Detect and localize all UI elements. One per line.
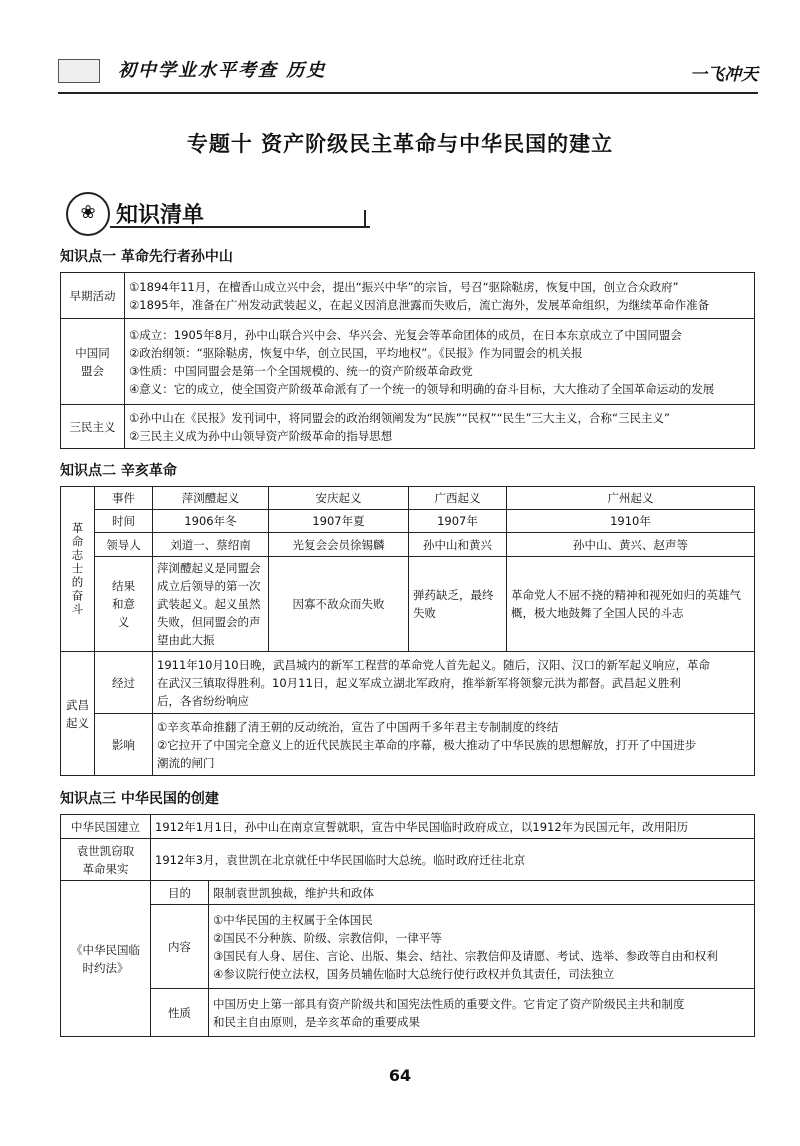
event-name: 安庆起义: [269, 487, 409, 510]
header-cell: [95, 557, 153, 652]
line: ④意义：它的成立，使全国资产阶级革命派有了一个统一的领导和明确的奋斗目标，大大推动了全国革命运动的发展: [129, 381, 715, 396]
event-result: 萍浏醴起义是同盟会成立后领导的第一次武装起义。起义虽然失败，但同盟会的声望由此大振: [153, 557, 269, 652]
purpose-label: 目的: [151, 881, 209, 905]
line: 1911年10月10日晚，武昌城内的新军工程营的革命党人首先起义。随后，汉阳、汉口的新军起义响应，革命: [157, 657, 711, 672]
row-label: 早期活动: [61, 273, 125, 319]
line: 在武汉三镇取得胜利。10月11日，起义军成立湖北军政府，推举新军将领黎元洪为都督。武昌起义胜利: [157, 675, 681, 690]
group-label: [61, 652, 95, 776]
kp1-title: 知识点一 革命先行者孙中山: [60, 249, 233, 265]
event-result: 因寡不敌众而失败: [269, 557, 409, 652]
event-leader: 光复会会员徐锡麟: [269, 533, 409, 557]
nature-label: 性质: [151, 989, 209, 1037]
table-row: [61, 405, 755, 449]
process-content: [153, 652, 755, 714]
line: ①1894年11月，在檀香山成立兴中会，提出“振兴中华”的宗旨，号召“驱除鞑虏，恢复中国，创立合众政府”: [129, 279, 679, 294]
kp2-title: 知识点二 辛亥革命: [60, 463, 177, 479]
brand: 一飞冲天: [690, 65, 758, 85]
header-rule: [58, 92, 758, 94]
table-row: [61, 510, 755, 533]
line: 潮流的闸门: [157, 755, 215, 770]
yuan-label-text: 袁世凯窃取革命果实: [76, 843, 135, 876]
line: ④参议院行使立法权，国务员辅佐临时大总统行使行政权并负其责任，司法独立: [213, 966, 615, 981]
event-time: 1910年: [507, 510, 755, 533]
row-content: [125, 405, 755, 449]
event-name: 广州起义: [507, 487, 755, 510]
event-leader: 孙中山、黄兴、赵声等: [507, 533, 755, 557]
row-label: [61, 319, 125, 405]
row-content: [125, 319, 755, 405]
kp2-table: [60, 486, 755, 776]
law-label: [61, 881, 151, 1037]
line: ①成立：1905年8月，孙中山联合兴中会、华兴会、光复会等革命团体的成员，在日本东京成立了中国同盟会: [129, 327, 682, 342]
section-banner: [66, 192, 306, 232]
founding-label: 中华民国建立: [61, 815, 151, 839]
table-row: [61, 989, 755, 1037]
line: ③国民有人身、居住、言论、出版、集会、结社、宗教信仰及请愿、考试、选举、参政等自由和权利: [213, 948, 718, 963]
table-row: [61, 273, 755, 319]
book-logo: [58, 59, 100, 83]
flower-icon: ❀: [66, 192, 110, 236]
purpose-text: 限制袁世凯独裁，维护共和政体: [209, 881, 755, 905]
event-name: 广西起义: [409, 487, 507, 510]
event-leader: 孙中山和黄兴: [409, 533, 507, 557]
line: ②国民不分种族、阶级、宗教信仰，一律平等: [213, 930, 442, 945]
line: ①孙中山在《民报》发刊词中，将同盟会的政治纲领阐发为“民族”“民权”“民生”三大主义，合称“三民主义”: [129, 410, 670, 425]
row-label: 三民主义: [61, 405, 125, 449]
line: 中国历史上第一部具有资产阶级共和国宪法性质的重要文件。它肯定了资产阶级民主共和制度: [213, 996, 685, 1011]
impact-content: [153, 714, 755, 776]
table-row: [61, 839, 755, 881]
event-result: 革命党人不屈不挠的精神和视死如归的英雄气概，极大地鼓舞了全国人民的斗志: [507, 557, 755, 652]
table-row: [61, 557, 755, 652]
line: ①中华民国的主权属于全体国民: [213, 912, 373, 927]
line: ③性质：中国同盟会是第一个全国规模的、统一的资产阶级革命政党: [129, 363, 473, 378]
header-cell-text: 结果和意义: [112, 579, 135, 629]
event-result: 弹药缺乏，最终失败: [409, 557, 507, 652]
page-number: 64: [388, 1066, 412, 1085]
book-title: [58, 56, 326, 83]
banner-bar: [364, 210, 366, 228]
line: ②政治纲领：“驱除鞑虏，恢复中华，创立民国，平均地权”。《民报》作为同盟会的机关报: [129, 345, 583, 360]
impact-label: 影响: [95, 714, 153, 776]
kp1-table: [60, 272, 755, 449]
kp3-table: [60, 814, 755, 1037]
event-name: 萍浏醴起义: [153, 487, 269, 510]
section-banner-text: 知识清单: [116, 203, 205, 228]
nature-cell: [209, 989, 755, 1037]
kp3-title: 知识点三 中华民国的创建: [60, 791, 219, 807]
yuan-text: 1912年3月，袁世凯在北京就任中华民国临时大总统。临时政府迁往北京: [151, 839, 755, 881]
table-row: [61, 881, 755, 905]
line: ②三民主义成为孙中山领导资产阶级革命的指导思想: [129, 428, 393, 443]
content-cell: [209, 905, 755, 989]
banner-rule: [110, 226, 370, 228]
process-label: 经过: [95, 652, 153, 714]
yuan-label: [61, 839, 151, 881]
event-time: 1906年冬: [153, 510, 269, 533]
page-header: [58, 56, 758, 92]
row-label-text: 中国同盟会: [75, 345, 110, 378]
table-row: [61, 533, 755, 557]
header-cell: 时间: [95, 510, 153, 533]
table-row: [61, 487, 755, 510]
event-leader: 刘道一、蔡绍南: [153, 533, 269, 557]
header-cell: 事件: [95, 487, 153, 510]
line: ②它拉开了中国完全意义上的近代民族民主革命的序幕，极大推动了中华民族的思想解放，打开了中国进步: [157, 737, 697, 752]
content-label: 内容: [151, 905, 209, 989]
line: ②1895年，准备在广州发动武装起义，在起义因消息泄露而失败后，流亡海外，发展革命组织，为继续革命作准备: [129, 297, 710, 312]
group-label-text: 革命志士的奋斗: [70, 521, 85, 617]
table-row: [61, 319, 755, 405]
line: ①辛亥革命推翻了清王朝的反动统治，宣告了中国两千多年君主专制制度的终结: [157, 719, 559, 734]
event-time: 1907年夏: [269, 510, 409, 533]
group-label-text: 武昌起义: [66, 697, 89, 730]
table-row: [61, 652, 755, 714]
line: 后，各省纷纷响应: [157, 693, 249, 708]
topic-title: 专题十 资产阶级民主革命与中华民国的建立: [186, 132, 614, 156]
table-row: [61, 714, 755, 776]
law-label-text: 《中华民国临时约法》: [71, 942, 140, 975]
book-title-text: 初中学业水平考查 历史: [118, 60, 327, 81]
header-cell: 领导人: [95, 533, 153, 557]
row-content: [125, 273, 755, 319]
event-time: 1907年: [409, 510, 507, 533]
line: 和民主自由原则，是辛亥革命的重要成果: [213, 1014, 420, 1029]
table-row: [61, 905, 755, 989]
group-label: [61, 487, 95, 652]
founding-text: 1912年1月1日，孙中山在南京宣誓就职，宣告中华民国临时政府成立，以1912年为民国元年，改用阳历: [151, 815, 755, 839]
table-row: [61, 815, 755, 839]
